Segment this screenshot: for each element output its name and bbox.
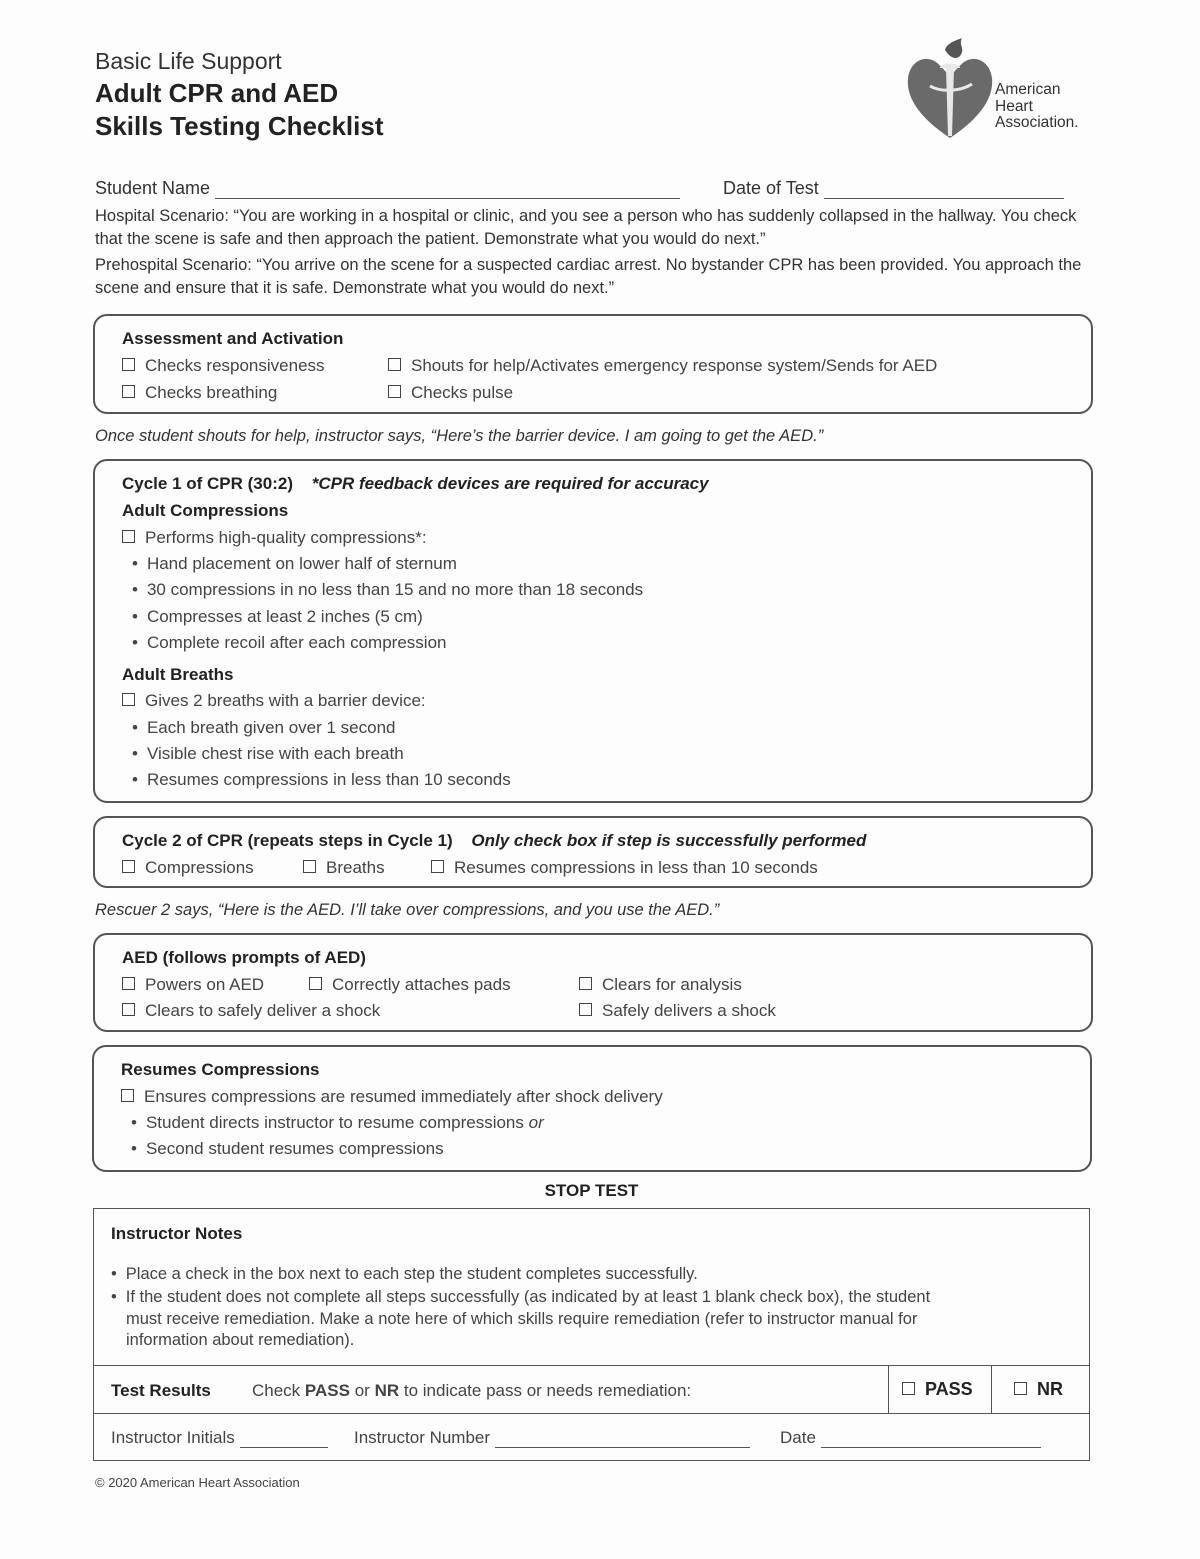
cycle1-feedback-note: *CPR feedback devices are required for accuracy	[311, 474, 709, 493]
comp-bullet-recoil: • Complete recoil after each compression	[132, 633, 446, 653]
form-title-line1: Adult CPR and AED	[95, 78, 339, 108]
nr-checkbox[interactable]: NR	[1014, 1379, 1063, 1400]
delivers-shock-checkbox[interactable]: Safely delivers a shock	[579, 1001, 776, 1021]
instructor-initials-field[interactable]: Instructor Initials	[111, 1428, 328, 1448]
aed-title: AED (follows prompts of AED)	[122, 948, 366, 967]
clears-for-analysis-checkbox[interactable]: Clears for analysis	[579, 975, 742, 995]
checks-pulse-checkbox[interactable]: Checks pulse	[388, 383, 513, 403]
copyright-footer: © 2020 American Heart Association	[95, 1475, 300, 1490]
comp-bullet-hand-placement: • Hand placement on lower half of sternum	[132, 554, 457, 574]
resumes-title: Resumes Compressions	[121, 1060, 320, 1079]
clears-to-deliver-shock-checkbox[interactable]: Clears to safely deliver a shock	[122, 1001, 380, 1021]
notes-remediation-line3: information about remediation).	[126, 1331, 355, 1349]
adult-compressions-title: Adult Compressions	[122, 501, 289, 520]
instructor-notes-title: Instructor Notes	[111, 1224, 243, 1243]
cycle2-check-note: Only check box if step is successfully performed	[471, 831, 867, 850]
adult-breaths-title: Adult Breaths	[122, 665, 234, 684]
assessment-section	[93, 314, 1093, 414]
resumes-bullet-second-student: • Second student resumes compressions	[131, 1139, 444, 1159]
date-of-test-field[interactable]: Date of Test	[723, 178, 1064, 199]
stop-test-label: STOP TEST	[544, 1181, 639, 1200]
cycle1-title: Cycle 1 of CPR (30:2) *CPR feedback devices are required for accuracy	[122, 474, 709, 493]
rescuer2-note: Rescuer 2 says, “Here is the AED. I’ll take over compressions, and you use the AED.”	[95, 901, 720, 919]
resumes-bullet-instructor: • Student directs instructor to resume compressions or	[131, 1113, 544, 1133]
notes-bullet-remediation: • If the student does not complete all steps successfully (as indicated by at least 1 blank check box), the student	[111, 1288, 930, 1307]
assessment-title: Assessment and Activation	[122, 329, 344, 348]
high-quality-compressions-checkbox[interactable]: Performs high-quality compressions*:	[122, 528, 427, 548]
resumes-immediately-checkbox[interactable]: Ensures compressions are resumed immediately after shock delivery	[121, 1087, 663, 1107]
test-results-instructions: Check PASS or NR to indicate pass or needs remediation:	[252, 1381, 692, 1400]
hospital-scenario: Hospital Scenario: “You are working in a hospital or clinic, and you see a person who has suddenly collapsed in the hallway. You check that the scene is safe and then approach the patient. Demonstrate what you would do next.”	[95, 207, 1077, 248]
cycle2-title: Cycle 2 of CPR (repeats steps in Cycle 1) Only check box if step is successfully performed	[122, 831, 867, 850]
breath-bullet-chest-rise: • Visible chest rise with each breath	[132, 744, 404, 764]
cycle2-resumes-checkbox[interactable]: Resumes compressions in less than 10 seconds	[431, 858, 818, 878]
instructor-date-field[interactable]: Date	[780, 1428, 1041, 1448]
cycle2-compressions-checkbox[interactable]: Compressions	[122, 858, 254, 878]
comp-bullet-30-compressions: • 30 compressions in no less than 15 and no more than 18 seconds	[132, 580, 643, 600]
comp-bullet-depth: • Compresses at least 2 inches (5 cm)	[132, 607, 423, 627]
aed-section	[93, 933, 1093, 1032]
breath-bullet-1-second: • Each breath given over 1 second	[132, 718, 396, 738]
cycle2-breaths-checkbox[interactable]: Breaths	[303, 858, 385, 878]
instructor-notes-section	[93, 1208, 1090, 1461]
cycle2-section	[93, 816, 1093, 888]
aha-logo-text: American Heart Association.	[995, 81, 1079, 131]
instructor-number-field[interactable]: Instructor Number	[354, 1428, 750, 1448]
checks-responsiveness-checkbox[interactable]: Checks responsiveness	[122, 356, 325, 376]
notes-remediation-line2: must receive remediation. Make a note here of which skills require remediation (refer to instructor manual for	[126, 1310, 918, 1328]
notes-bullet-check: • Place a check in the box next to each step the student completes successfully.	[111, 1265, 698, 1284]
pass-checkbox[interactable]: PASS	[902, 1379, 973, 1400]
instructor-note-barrier-device: Once student shouts for help, instructor says, “Here’s the barrier device. I am going to get the AED.”	[95, 427, 824, 445]
breath-bullet-resumes: • Resumes compressions in less than 10 seconds	[132, 770, 511, 790]
prehospital-scenario: Prehospital Scenario: “You arrive on the scene for a suspected cardiac arrest. No bystander CPR has been provided. You approach the scene and ensure that it is safe. Demonstrate what you would do next.”	[95, 256, 1082, 297]
form-title-line2: Skills Testing Checklist	[95, 111, 384, 141]
student-name-field[interactable]: Student Name	[95, 178, 680, 199]
shouts-for-help-checkbox[interactable]: Shouts for help/Activates emergency response system/Sends for AED	[388, 356, 937, 376]
checks-breathing-checkbox[interactable]: Checks breathing	[122, 383, 277, 403]
attaches-pads-checkbox[interactable]: Correctly attaches pads	[309, 975, 511, 995]
gives-2-breaths-checkbox[interactable]: Gives 2 breaths with a barrier device:	[122, 691, 426, 711]
resumes-compressions-section	[92, 1045, 1092, 1172]
powers-on-aed-checkbox[interactable]: Powers on AED	[122, 975, 264, 995]
cycle1-section	[93, 459, 1093, 803]
form-pretitle: Basic Life Support	[95, 48, 282, 74]
test-results-label: Test Results	[111, 1381, 211, 1400]
